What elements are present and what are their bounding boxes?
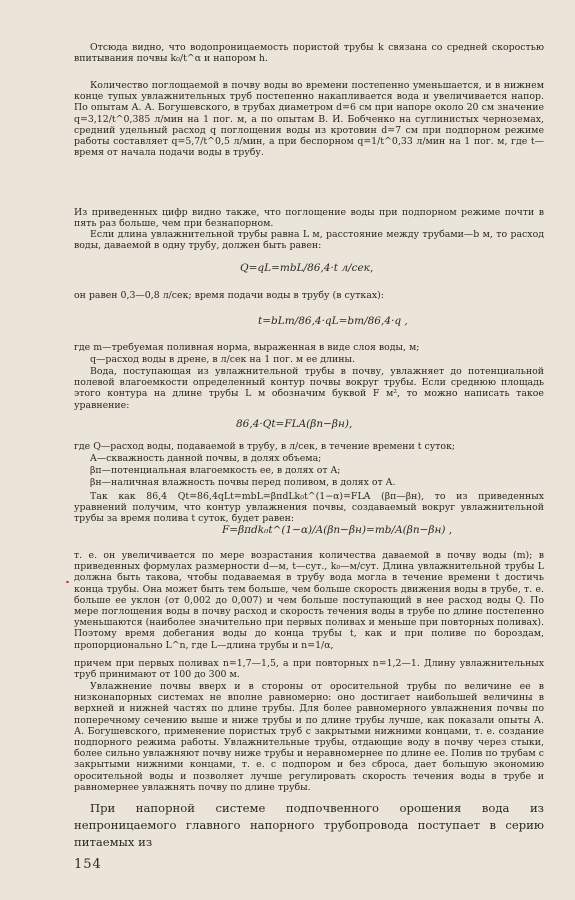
- formula-balance: 86,4·Qt=FLA(βп−βн),: [236, 418, 353, 430]
- formula-F: F=βπdk₀t^(1−α)/A(βп−βн)=mb/A(βп−βн) ,: [222, 524, 453, 536]
- page-number: 154: [74, 857, 102, 872]
- paragraph-4: Если длина увлажнительной трубы равна L м, расстояние между трубами—b м, то расход воды, даваемой в одну трубу, должен быть равен:: [74, 229, 544, 252]
- paragraph-9: где Q—расход воды, подаваемой в трубу, в л/сек, в течение времени t суток;: [74, 441, 456, 452]
- paragraph-16: Увлажнение почвы вверх и в стороны от оросительной трубы по величине ее в низконапорных системах не вполне равномерно: оно достигает наибольшей величины в верхней и нижней частях по длине трубы. Для более равномерного увлажнения почвы по поперечному сечению выше и ниже трубы и по длине трубы лучше, как показали опыты А. А. Богушевского, применение пористых труб с закрытыми нижними концами, т. е. создание подпорного режима работы. Увлажнительные трубы, отдающие воду в почву через стыки, более сильно увлажняют почву ниже трубы и неравномернее по длине ее. Полив по трубам с закрытыми нижними концами, т. е. с подпором и без сброса, дает большую экономию оросительной воды и позволяет лучше регулировать скорость течения воды в трубе и равномернее увлажнять почву по длине трубы.: [74, 681, 544, 793]
- paragraph-1: Отсюда видно, что водопроницаемость пористой трубы k связана со средней скоростью впитывания почвы k₀/t^α и напором h.: [74, 42, 544, 65]
- paragraph-11: βп—потенциальная влагоемкость ее, в долях от A;: [90, 465, 341, 476]
- formula-q: Q=qL=mbL/86,4·t л/сек,: [240, 262, 374, 274]
- paragraph-2: Количество поглощаемой в почву воды во времени постепенно уменьшается, и в нижнем конце тупых увлажнительных труб постепенно накапливается вода и увеличивается напор. По опытам А. А. Богушевского, в трубах диаметром d=6 см при напоре около 20 см значение q=3,12/t^0,385 л/мин на 1 пог. м, а по опытам В. И. Бобченко на суглинистых черноземах, средний удельный расход q поглощения воды из кротовин d=7 см при подпорном режиме работы составляет q=5,7/t^0,5 л/мин, а при беспорном q=1/t^0,33 л/мин на 1 пог. м, где t—время от начала подачи воды в трубу.: [74, 80, 544, 159]
- paragraph-10: A—скважность данной почвы, в долях объема;: [90, 453, 322, 464]
- paragraph-15: причем при первых поливах n=1,7—1,5, а при повторных n=1,2—1. Длину увлажнительных труб принимают от 100 до 300 м.: [74, 658, 544, 681]
- formula-t: t=bLm/86,4·qL=bm/86,4·q ,: [258, 315, 408, 327]
- paragraph-14: т. е. он увеличивается по мере возрастания количества даваемой в почву воды (m); в приведенных формулах размерности d—м, t—сут., k₀—м/сут. Длина увлажнительной трубы L должна быть такова, чтобы подаваемая в трубу вода могла в течение времени t достичь конца трубы. Она может быть тем больше, чем больше скорость движения воды в трубе, т. е. больше ее уклон (от 0,002 до 0,007) и чем больше поступающий в нее расход воды Q. По мере поглощения воды в почву расход и скорость течения воды в трубе по длине постепенно уменьшаются (наиболее значительно при первых поливах и меньше при повторных поливах). Поэтому время добегания воды до конца трубы t, как и при поливе по бороздам, пропорционально L^n, где L—длина трубы и n=1/α,: [74, 550, 544, 651]
- paragraph-12: βн—наличная влажность почвы перед поливом, в долях от A.: [90, 477, 396, 488]
- paragraph-17: При напорной системе подпочвенного орошения вода из непроницаемого главного напорного трубопровода поступает в серию питаемых из: [74, 801, 544, 849]
- paragraph-5: он равен 0,3—0,8 л/сек; время подачи воды в трубу (в сутках):: [74, 290, 384, 301]
- paragraph-3: Из приведенных цифр видно также, что поглощение воды при подпорном режиме почти в пять раз больше, чем при безнапорном.: [74, 207, 544, 230]
- paragraph-6: где m—требуемая поливная норма, выраженная в виде слоя воды, м;: [74, 342, 420, 353]
- paragraph-7: q—расход воды в дрене, в л/сек на 1 пог. м ее длины.: [90, 354, 355, 365]
- paragraph-13: Так как 86,4 Qt=86,4qLt=mbL=βπdLk₀t^(1−α)=FLA (βп—βн), то из приведенных уравнений получим, что контур увлажнения почвы, создаваемый вокруг увлажнительной трубы за время полива t суток, будет равен:: [74, 491, 544, 525]
- ink-speck: [66, 581, 69, 583]
- paragraph-8: Вода, поступающая из увлажнительной трубы в почву, увлажняет до потенциальной полевой влагоемкости определенный контур почвы вокруг трубы. Если среднюю площадь этого контура на длине трубы L м обозначим буквой F м², то можно написать такое уравнение:: [74, 366, 544, 411]
